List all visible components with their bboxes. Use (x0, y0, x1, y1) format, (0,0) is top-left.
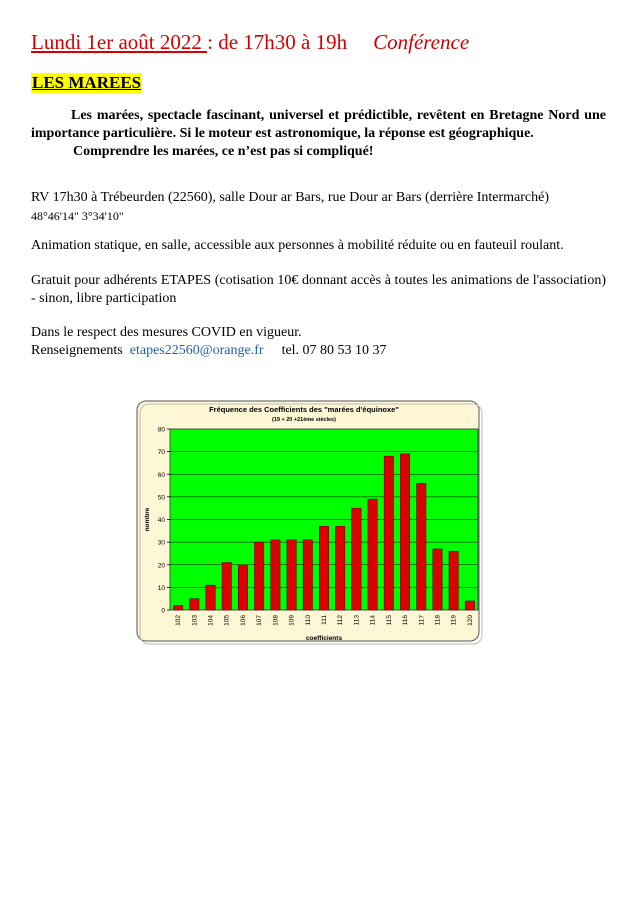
section-heading: LES MAREES (32, 73, 142, 92)
event-type: Conférence (373, 30, 470, 54)
event-time: : de 17h30 à 19h (207, 30, 348, 54)
contact-label: Renseignements (31, 343, 123, 358)
bar (222, 562, 231, 610)
chart-svg (135, 399, 485, 647)
bar (271, 540, 280, 610)
x-tick-label: 110 (304, 615, 312, 626)
x-tick-label: 117 (418, 615, 426, 626)
x-tick-label: 107 (256, 615, 264, 626)
pricing-info: Gratuit pour adhérents ETAPES (cotisation 10€ donnant accès à toutes les animations de l'association) - sinon, libre participation (31, 273, 606, 306)
y-tick-label: 40 (157, 517, 165, 524)
y-tick-label: 70 (157, 449, 165, 457)
x-tick-label: 104 (207, 615, 215, 626)
intro-line-2: Comprendre les marées, ce n’est pas si compliqué! (73, 144, 374, 159)
y-tick-label: 50 (157, 494, 165, 502)
contact-email-link[interactable]: etapes22560@orange.fr (129, 343, 264, 358)
bar (400, 454, 409, 610)
bar (254, 542, 263, 610)
rendezvous-text: RV 17h30 à Trébeurden (22560), salle Dour ar Bars, rue Dour ar Bars (derrière Intermarché) (31, 190, 549, 205)
x-tick-label: 108 (272, 615, 280, 626)
intro-line-1: Les marées, spectacle fascinant, universel et prédictible, revêtent en Bretagne Nord une importance particulière. Si le moteur est astronomique, la réponse est géographique. (31, 108, 606, 141)
bar (319, 526, 328, 610)
bar (368, 499, 377, 610)
rendezvous-info (31, 189, 606, 226)
y-axis-label: nombre (144, 507, 151, 532)
bar (303, 540, 312, 610)
bar (287, 540, 296, 610)
x-tick-label: 113 (353, 615, 361, 626)
x-tick-label: 111 (321, 615, 328, 625)
x-tick-label: 114 (369, 615, 377, 626)
event-title (31, 30, 469, 55)
y-tick-label: 10 (157, 584, 165, 592)
x-tick-label: 106 (239, 615, 247, 626)
x-axis-label: coefficients (305, 635, 343, 642)
event-date: Lundi 1er août 2022 (31, 30, 208, 54)
accessibility-info: Animation statique, en salle, accessible aux personnes à mobilité réduite ou en fauteuil roulant. (31, 238, 564, 253)
contact-block (31, 324, 606, 360)
x-tick-label: 118 (434, 615, 442, 626)
x-tick-label: 120 (466, 615, 474, 626)
x-tick-label: 102 (175, 615, 183, 626)
gps-coordinates: 48°46'14" 3°34'10" (31, 209, 124, 223)
contact-phone: tel. 07 80 53 10 37 (281, 343, 387, 358)
bar (336, 526, 345, 610)
bar (417, 483, 426, 610)
x-tick-label: 103 (191, 615, 199, 626)
chart-subtitle: (19 + 20 +21ème siècles) (272, 417, 336, 423)
bar (449, 551, 458, 610)
x-tick-label: 116 (402, 615, 410, 626)
y-tick-label: 20 (157, 562, 165, 570)
chart-title: Fréquence des Coefficients des "marées d'équinoxe" (209, 405, 399, 414)
bar (206, 585, 215, 610)
intro-paragraph (31, 107, 606, 161)
y-tick-label: 60 (157, 471, 165, 479)
y-tick-label: 0 (161, 607, 165, 615)
coefficient-chart (135, 399, 485, 652)
x-tick-label: 105 (223, 615, 231, 626)
y-tick-label: 30 (157, 539, 165, 547)
covid-notice: Dans le respect des mesures COVID en vigueur. (31, 325, 302, 340)
bar (384, 456, 393, 610)
x-tick-label: 109 (288, 615, 296, 626)
bar (433, 549, 442, 610)
bar (465, 601, 474, 610)
bar (238, 565, 247, 610)
bar (190, 599, 199, 610)
bar (173, 605, 182, 610)
x-tick-label: 112 (337, 615, 345, 626)
bar (352, 508, 361, 610)
x-tick-label: 119 (450, 615, 458, 626)
x-tick-label: 115 (385, 615, 393, 626)
y-tick-label: 80 (157, 426, 165, 434)
